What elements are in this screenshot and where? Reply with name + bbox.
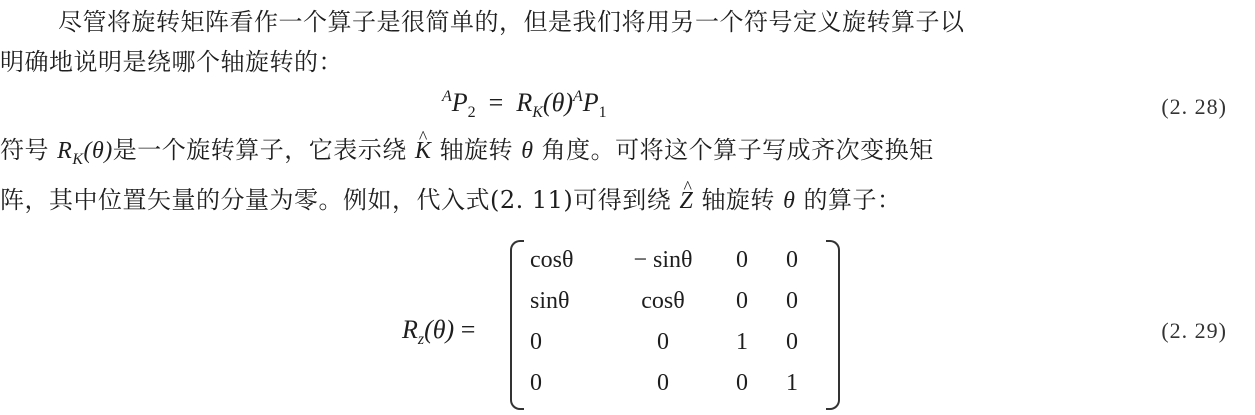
eq229-R-sub: z [417, 331, 425, 348]
p2-R: R [57, 138, 73, 164]
p2-K-hat: ^ K [415, 131, 432, 171]
p2-text-d: 角度。可将这个算子写成齐次变换矩 [541, 136, 934, 164]
p2-text-f: 轴旋转 [701, 186, 775, 214]
equation-2-28 [442, 88, 607, 122]
p2-text-b: 是一个旋转算子，它表示绕 [112, 136, 407, 164]
p2-text-e: 阵，其中位置矢量的分量为零。例如，代入式(2. 11)可得到绕 [0, 186, 672, 214]
matrix-cell: 0 [786, 247, 798, 273]
matrix-grid [526, 240, 826, 404]
p2-text-a: 符号 [0, 136, 49, 164]
matrix-cell: 0 [736, 288, 748, 314]
matrix-cell: − sinθ [633, 247, 693, 273]
matrix-cell: 0 [736, 370, 748, 396]
paragraph-operator-line-1 [0, 130, 934, 180]
rotation-matrix [510, 240, 840, 410]
eq228-rhs-subscript: 1 [598, 104, 607, 121]
p2-K-sub: K [72, 151, 84, 168]
matrix-cell: sinθ [530, 288, 570, 314]
p2-Z-hat: ^ Z [679, 181, 693, 221]
matrix-cell: cosθ [641, 288, 685, 314]
matrix-cell: cosθ [530, 247, 574, 273]
p2-theta: θ [521, 138, 534, 164]
p2-theta-2: θ [783, 188, 796, 214]
eq228-rhs-operator: R [516, 88, 533, 117]
matrix-cell: 1 [736, 329, 748, 355]
paragraph-operator-line-2 [0, 180, 934, 221]
p2-text-g: 的算子： [803, 186, 902, 214]
matrix-left-bracket [510, 240, 524, 410]
equation-number-2-28: (2. 28) [1161, 94, 1227, 119]
eq228-lhs-subscript: 2 [467, 104, 476, 121]
eq228-rhs-arg: (θ) [542, 88, 573, 117]
matrix-cell: 0 [657, 370, 669, 396]
matrix-right-bracket [826, 240, 840, 410]
eq229-R: R [402, 315, 418, 344]
matrix-cell: 0 [530, 329, 542, 355]
paragraph-intro [0, 2, 965, 82]
eq228-lhs-superscript: A [442, 88, 452, 105]
eq228-rhs-superscript: A [573, 88, 583, 105]
eq229-equals: = [460, 315, 476, 344]
matrix-cell: 0 [786, 288, 798, 314]
matrix-cell: 0 [736, 247, 748, 273]
matrix-cell: 0 [657, 329, 669, 355]
matrix-cell: 0 [786, 329, 798, 355]
p2-theta-arg: (θ) [83, 138, 113, 164]
paragraph-operator [0, 130, 934, 221]
paragraph-intro-line-1: 尽管将旋转矩阵看作一个算子是很简单的，但是我们将用另一个符号定义旋转算子以 [58, 8, 965, 36]
matrix-cell: 0 [530, 370, 542, 396]
paragraph-intro-line-2: 明确地说明是绕哪个轴旋转的： [0, 48, 343, 76]
equation-number-2-29: (2. 29) [1161, 318, 1227, 343]
eq228-equals: = [488, 88, 504, 117]
eq228-rhs-operator-subscript: K [532, 104, 543, 121]
p2-text-c: 轴旋转 [439, 136, 514, 164]
equation-2-29-lhs [402, 315, 475, 349]
matrix-cell: 1 [786, 370, 798, 396]
eq228-rhs-var: P [582, 88, 599, 117]
eq228-lhs-var: P [451, 88, 468, 117]
eq229-arg: (θ) [424, 315, 455, 344]
